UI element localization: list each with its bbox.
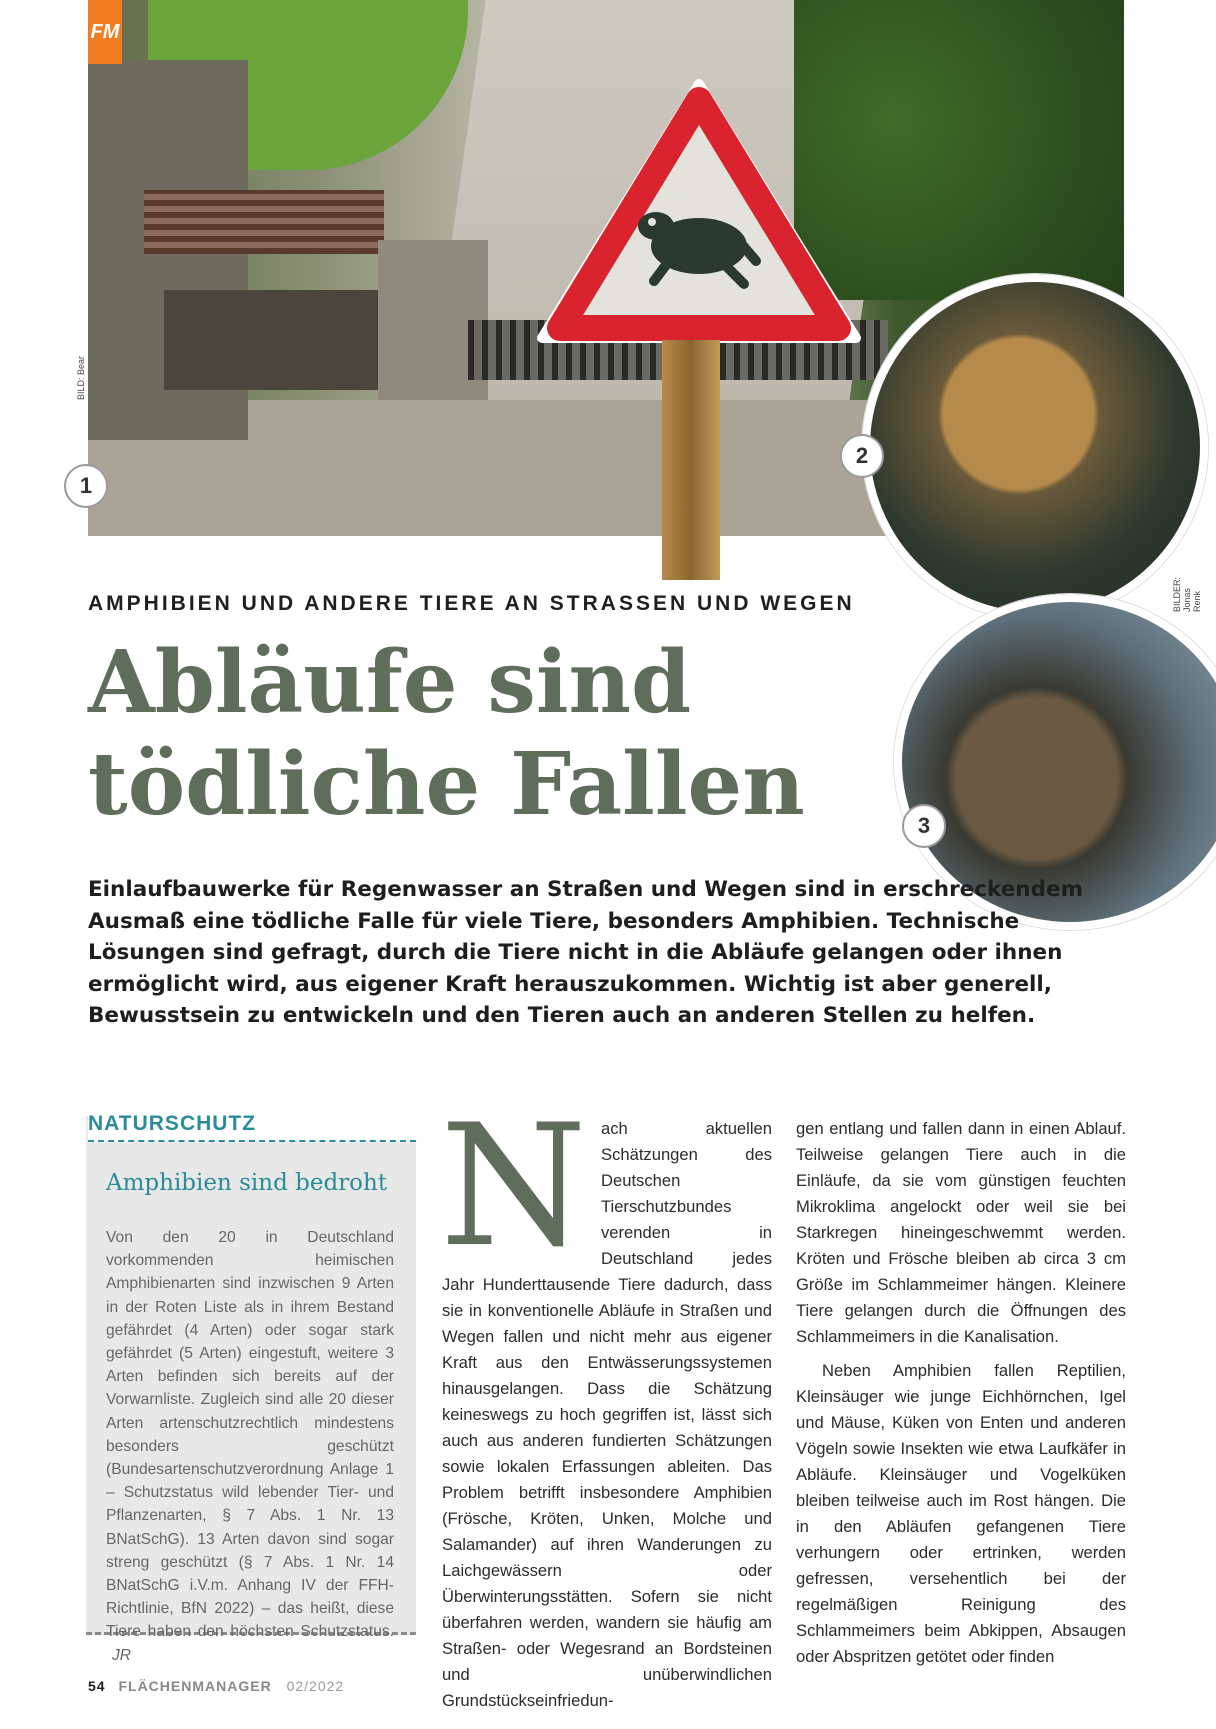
kicker: AMPHIBIEN UND ANDERE TIERE AN STRASSEN UND WEGEN: [88, 592, 855, 615]
drain-grate: [144, 190, 384, 254]
image-badge-3: 3: [902, 804, 946, 848]
magazine-logo-tab: FM: [88, 0, 122, 64]
sidebar-heading: NATURSCHUTZ: [88, 1112, 416, 1142]
drain-basin: [164, 290, 384, 390]
image-badge-2: 2: [840, 434, 884, 478]
sidebar-subheading: Amphibien sind bedroht: [106, 1170, 388, 1196]
magazine-name: FLÄCHENMANAGER: [118, 1678, 272, 1694]
dropcap: N: [440, 1088, 587, 1284]
photo-credit-2: BILDER: Jonas Renk: [1172, 576, 1202, 612]
body-paragraph: gen entlang und fallen dann in einen Ablauf. Teilweise gelangen Tiere auch in die Einläufe, da sie vom günstigen feuchten Mikroklima angelockt oder weil sie bei Starkregen hineingeschwemmt werden. Kröten und Frösche bleiben ab circa 3 cm Größe im Schlammeimer hängen. Kleinere Tiere gelangen durch die Öffnungen des Schlammeimers in die Kanalisation.: [796, 1119, 1126, 1346]
article-title: Abläufe sind tödliche Fallen: [88, 632, 805, 835]
body-column-1: [440, 1088, 772, 1714]
toad-photo: [862, 274, 1208, 620]
page-number: 54: [88, 1678, 106, 1694]
sidebar-body: Von den 20 in Deutschland vorkommenden heimischen Amphibienarten sind inzwischen 9 Arten in der Roten Liste als in ihrem Bestand gefährdet (4 Arten) oder sogar stark gefährdet (5 Arten) eingestuft, weitere 3 Arten befinden sich bereits auf der Vorwarnliste. Zugleich sind alle 20 dieser Arten artenschutzrechtlich mindestens besonders geschützt (Bundesartenschutzverordnung Anlage 1 – Schutzstatus wild lebender Tier- und Pflanzenarten, § 7 Abs. 1 Nr. 13 BNatSchG). 13 Arten davon sind sogar streng geschützt (§ 7 Abs. 1 Nr. 14 BNatSchG i.V.m. Anhang IV der FFH-Richtlinie, BfN 2022) – das heißt, diese Tiere haben den höchsten Schutzstatus.: [106, 1229, 394, 1641]
body-column-2: [796, 1116, 1126, 1670]
toad-crossing-sign-icon: [534, 76, 864, 346]
page-footer: [88, 1678, 344, 1694]
image-badge-1: 1: [64, 464, 108, 508]
body-paragraph: ach aktuellen Schätzungen des Deutschen Tierschutzbundes verenden in Deutschland jedes Jahr Hunderttausende Tiere dadurch, dass sie in konventionelle Abläufe in Straßen und Wegen fallen und nicht mehr aus eigener Kraft aus den Entwässerungssystemen hinausgelangen. Dass die Schätzung keineswegs zu hoch gegriffen ist, lässt sich auch aus anderen fundierten Schätzungen sowie lokalen Erfassungen ableiten. Das Problem betrifft insbesondere Amphibien (Frösche, Kröten, Unken, Molche und Salamander) auf ihren Wanderungen zu Laichgewässern oder Überwinterungsstätten. Sofern sie nicht überfahren werden, wandern sie häufig am Straßen- oder Wegesrand an Bordsteinen und unüberwindlichen Grundstückseinfriedun-: [442, 1119, 772, 1710]
photo-credit-1: BILD: Bear: [76, 355, 86, 400]
article-lead: Einlaufbauwerke für Regenwasser an Straßen und Wegen sind in erschreckendem Ausmaß eine tödliche Falle für viele Tiere, besonders Amphibien. Technische Lösungen sind gefragt, durch die Tiere nicht in die Abläufe gelangen oder ihnen ermöglicht wird, aus eigener Kraft herauszukommen. Wichtig ist aber generell, Bewusstsein zu entwickeln und den Tieren auch an anderen Stellen zu helfen.: [88, 877, 1083, 1028]
sidebar-text: [106, 1226, 394, 1667]
issue-number: 02/2022: [286, 1678, 345, 1694]
body-paragraph: Neben Amphibien fallen Reptilien, Kleinsäuger wie junge Eichhörnchen, Igel und Mäuse, Küken von Enten und anderen Vögeln sowie Insekten wie etwa Laufkäfer in Abläufe. Kleinsäuger und Vogelküken bleiben teilweise auch im Rost hängen. Die in den Abläufen gefangenen Tiere verhungern oder ertrinken, werden gefressen, versehentlich bei der regelmäßigen Reinigung des Schlammeimers beim Abkippen, Absaugen oder Abspritzen getötet oder finden: [796, 1361, 1126, 1666]
sidebar-author: JR: [112, 1646, 132, 1664]
sign-post: [662, 340, 720, 580]
